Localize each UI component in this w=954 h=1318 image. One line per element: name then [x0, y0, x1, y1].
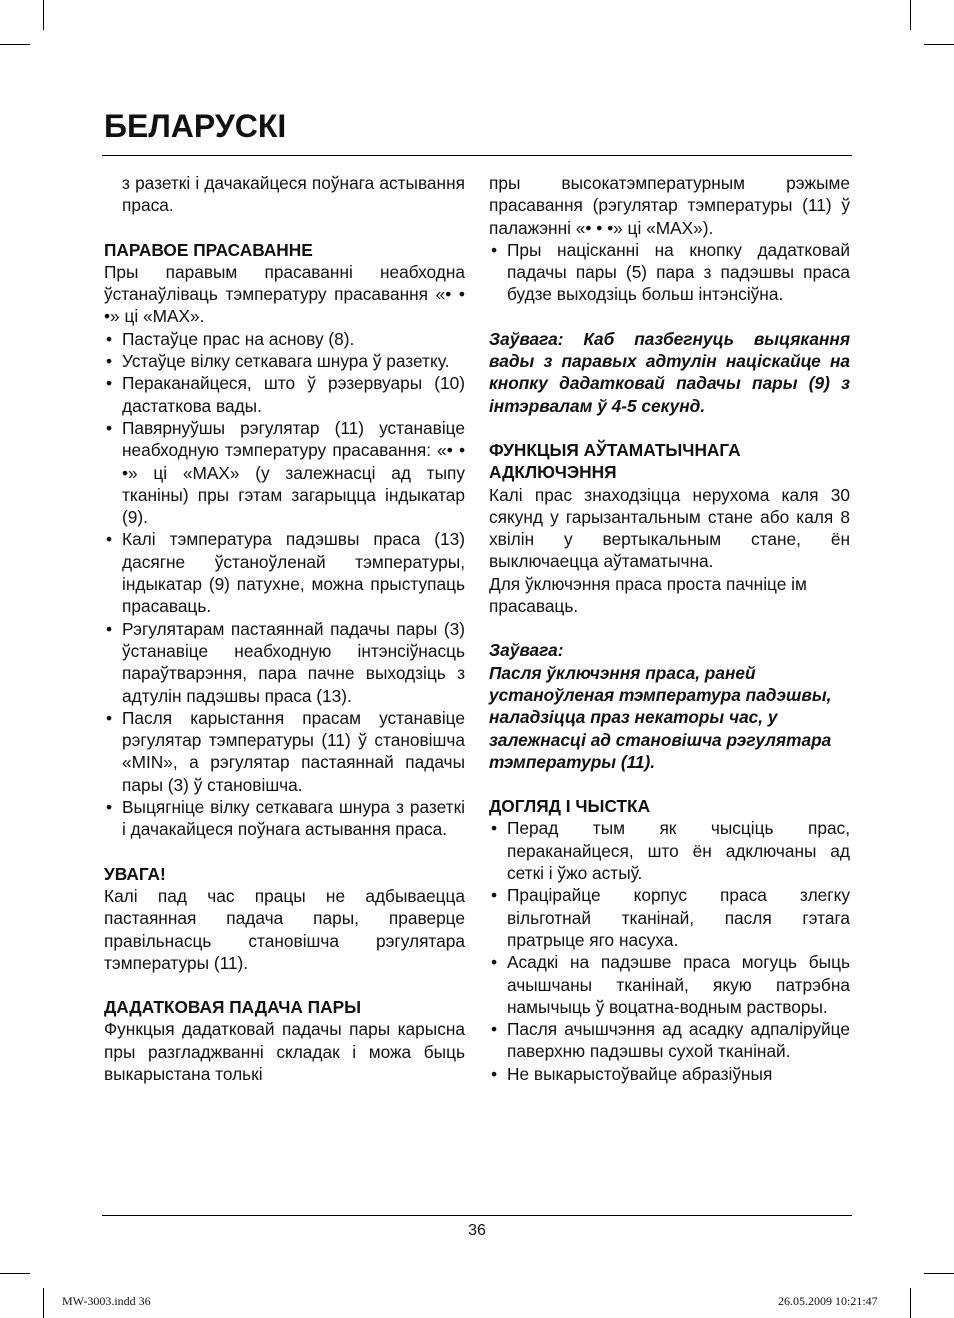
- crop-mark: [924, 44, 954, 45]
- list-item: • Выцягніце вілку сеткавага шнура з разеткі і дачакайцеся поўнага астывання праса.: [104, 796, 465, 841]
- list-item: • Устаўце вілку сеткавага шнура ў разетку.: [104, 350, 465, 372]
- warning-heading: УВАГА!: [104, 863, 166, 884]
- extra-steam-text: Функцыя дадатковай падачы пары карысна пры разгладжванні складак і можа быць выкарыстана толькі: [104, 1019, 465, 1084]
- care-list: [489, 817, 850, 1085]
- print-timestamp: 26.05.2009 10:21:47: [778, 1294, 878, 1308]
- list-item: • Калі тэмпература падэшвы праса (13) дасягне ўстаноўленай тэмпературы, індыкатар (9) патухне, можна прыступаць прасаваць.: [104, 528, 465, 617]
- crop-mark: [910, 1288, 911, 1318]
- footer-rule: [102, 1215, 852, 1216]
- list-item: • Не выкарыстоўвайце абразіўныя: [489, 1063, 850, 1085]
- list-item: • Працірайце корпус праса злегку вільготнай тканінай, пасля гэтага пратрыце яго насуха.: [489, 884, 850, 951]
- page-number: 36: [468, 1222, 486, 1239]
- list-item: • Пры націсканні на кнопку дадатковай падачы пары (5) пара з падэшвы праса будзе выходзіць больш інтэнсіўна.: [489, 239, 850, 306]
- list-item: • Пасля ачышчэння ад асадку адпаліруйце паверхню падэшвы сухой тканінай.: [489, 1018, 850, 1063]
- right-intro-list: [489, 239, 850, 306]
- steam-list: [104, 328, 465, 841]
- list-item: • Пастаўце прас на аснову (8).: [104, 328, 465, 350]
- list-item: • Асадкі на падэшве праса могуць быць ачышчаны тканінай, якую патрэбна намычыць ў воцатна-водным растворы.: [489, 951, 850, 1018]
- crop-mark: [924, 1273, 954, 1274]
- note-temperature: Пасля ўключэння праса, раней устаноўленая тэмпература падэшвы, наладзіцца праз некаторы час, у залежнасці ад становішча рэгулятара тэмпературы (11).: [489, 662, 832, 772]
- list-item: • Перад тым як чысціць прас, пераканайцеся, што ён адключаны ад сеткі і ўжо астыў.: [489, 817, 850, 884]
- steam-text: Пры паравым прасаванні неабходна ўстанаўліваць тэмпературу прасавання «• • •» ці «MAX».: [104, 261, 465, 327]
- warning-text: Калі пад час працы не адбываецца пастаянная падача пары, праверце правільнасць становішча рэгулятара тэмпературы (11).: [104, 885, 465, 973]
- care-heading: ДОГЛЯД І ЧЫСТКА: [489, 796, 651, 817]
- crop-mark: [43, 0, 44, 30]
- right-intro-text: пры высокатэмпературным рэжыме прасавання (рэгулятар тэмпературы (11) ў палажэнні «• • •» ці «MAX»).: [489, 173, 850, 238]
- auto-off-text: Калі прас знаходзіцца нерухома каля 30 сякунд у гарызантальным стане або каля 8 хвілін у вертыкальным стане, ён выключаецца аўтаматычна.: [489, 484, 850, 572]
- crop-mark: [0, 44, 30, 45]
- header-rule: [102, 155, 852, 156]
- file-info: MW-3003.indd 36: [62, 1294, 151, 1308]
- left-column: [104, 172, 465, 1085]
- auto-off-text-2: Для ўключэння праса проста пачніце ім прасаваць.: [489, 573, 807, 617]
- crop-mark: [0, 1273, 30, 1274]
- page-title: БЕЛАРУСКІ: [104, 108, 287, 144]
- steam-heading: ПАРАВОЕ ПРАСАВАННЕ: [104, 239, 313, 260]
- crop-mark: [43, 1288, 44, 1318]
- extra-steam-heading: ДАДАТКОВАЯ ПАДАЧА ПАРЫ: [104, 997, 362, 1018]
- note-label: Заўвага:: [489, 640, 564, 661]
- intro-text: з разеткі і дачакайцеся поўнага астывання праса.: [122, 173, 465, 216]
- list-item: • Павярнуўшы рэгулятар (11) устанавіце неабходную тэмпературу прасавання: «• • •» ці «MAX» (у залежнасці ад тыпу тканіны) пры гэтам загарыцца індыкатар (9).: [104, 417, 465, 528]
- auto-off-heading: ФУНКЦЫЯ АЎТАМАТЫЧНАГА АДКЛЮЧЭННЯ: [489, 439, 741, 483]
- list-item: • Пасля карыстання прасам устанавіце рэгулятар тэмпературы (11) ў становішча «MIN», а рэгулятар пастаяннай падачы пары (3) ў становішча.: [104, 707, 465, 796]
- list-item: • Пераканайцеся, што ў рэзервуары (10) дастаткова вады.: [104, 372, 465, 417]
- note-steam: Заўвага: Каб пазбегнуць выцякання вады з паравых адтулін націскайце на кнопку дадатковай падачы пары (9) з інтэрвалам ў 4-5 секунд.: [489, 328, 850, 416]
- crop-mark: [910, 0, 911, 30]
- right-column: [489, 172, 850, 1085]
- list-item: • Рэгулятарам пастаяннай падачы пары (3) ўстанавіце неабходную інтэнсіўнасць параўтварэння, пара пачне выходзіць з адтулін падэшвы праса (13).: [104, 618, 465, 707]
